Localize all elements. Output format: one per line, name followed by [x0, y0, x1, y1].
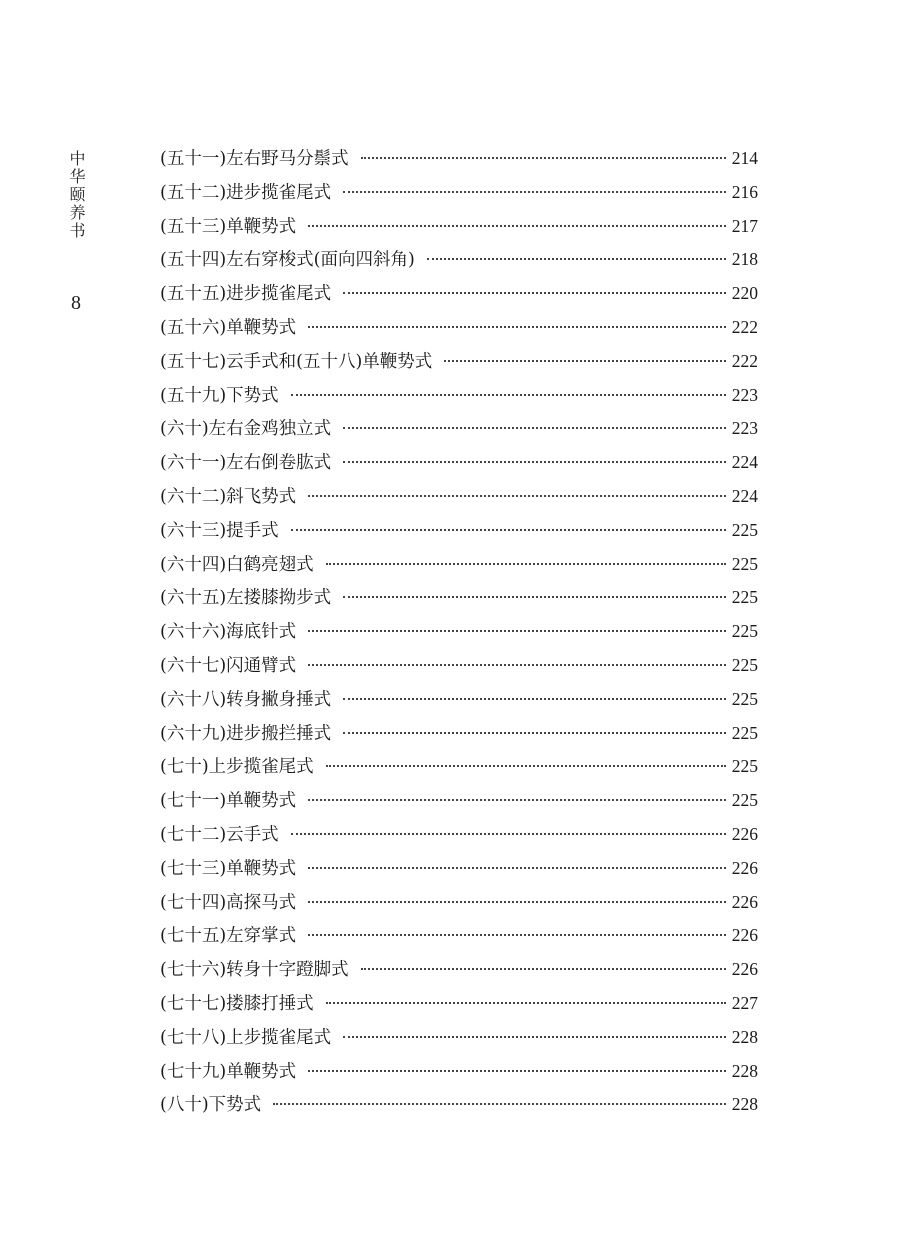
dot-leader: [343, 732, 726, 734]
toc-entry: [160, 717, 758, 751]
toc-entry-page: 227: [731, 992, 758, 1013]
dot-leader: [326, 563, 726, 565]
toc-entry: [160, 1088, 758, 1122]
dot-leader: [343, 461, 726, 463]
toc-entry-page: 225: [731, 688, 758, 709]
toc-entry: [160, 379, 758, 413]
toc-entry: [160, 345, 758, 379]
toc-entry: [160, 243, 758, 277]
page-number: 8: [71, 292, 81, 314]
toc-entry: [160, 615, 758, 649]
toc-entry: [160, 1021, 758, 1055]
toc-entry: [160, 683, 758, 717]
toc-entry-title: (五十四)左右穿梭式(面向四斜角): [160, 250, 415, 271]
dot-leader: [308, 225, 726, 227]
toc-entry-page: 224: [731, 452, 758, 473]
toc-entry-page: 226: [731, 891, 758, 912]
dot-leader: [343, 427, 726, 429]
dot-leader: [326, 1002, 726, 1004]
dot-leader: [308, 934, 726, 936]
toc-entry-page: 228: [731, 1060, 758, 1081]
toc-entry-page: 214: [731, 148, 758, 168]
toc-entry-page: 228: [731, 1094, 758, 1115]
toc-entry-page: 222: [731, 350, 758, 371]
toc-entry-page: 225: [731, 790, 758, 811]
toc-entry: [160, 210, 758, 244]
toc-entry-title: (八十)下势式: [160, 1095, 262, 1116]
toc-entry: [160, 953, 758, 987]
toc-entry: [160, 480, 758, 514]
toc-entry: [160, 987, 758, 1021]
toc-entry-title: (七十)上步揽雀尾式: [160, 757, 314, 778]
toc-entry-page: 225: [731, 587, 758, 608]
toc-entry-title: (六十八)转身撇身捶式: [160, 689, 332, 710]
dot-leader: [343, 698, 726, 700]
toc-entry-title: (七十六)转身十字蹬脚式: [160, 960, 349, 981]
toc-entry-title: (七十八)上步揽雀尾式: [160, 1027, 332, 1048]
toc-entry-page: 225: [731, 519, 758, 540]
toc-entry-page: 226: [731, 925, 758, 946]
toc-entry: [160, 784, 758, 818]
toc-entry-page: 225: [731, 553, 758, 574]
toc-entry: [160, 446, 758, 480]
dot-leader: [343, 191, 726, 193]
toc-entry-title: (五十九)下势式: [160, 385, 279, 406]
toc-entry-page: 226: [731, 823, 758, 844]
toc-entry: [160, 750, 758, 784]
toc-entry: [160, 581, 758, 615]
toc-entry-title: (七十四)高探马式: [160, 892, 297, 913]
toc-entry: [160, 649, 758, 683]
dot-leader: [308, 495, 726, 497]
toc-entry-page: 228: [731, 1026, 758, 1047]
dot-leader: [343, 596, 726, 598]
toc-entry-title: (六十六)海底针式: [160, 622, 297, 643]
dot-leader: [308, 901, 726, 903]
dot-leader: [308, 326, 726, 328]
dot-leader: [308, 630, 726, 632]
dot-leader: [308, 664, 726, 666]
toc-entry-title: (七十二)云手式: [160, 824, 279, 845]
toc-entry-title: (五十一)左右野马分鬃式: [160, 149, 349, 169]
toc-entry-page: 216: [731, 181, 758, 202]
toc-entry: [160, 548, 758, 582]
toc-entry: [160, 919, 758, 953]
toc-entry-title: (六十五)左搂膝拗步式: [160, 588, 332, 609]
toc-entry-title: (七十五)左穿掌式: [160, 926, 297, 947]
toc-entry-page: 225: [731, 722, 758, 743]
toc-entry-page: 224: [731, 485, 758, 506]
dot-leader: [308, 799, 726, 801]
dot-leader: [291, 529, 726, 531]
toc-entry: [160, 514, 758, 548]
toc-entry-page: 223: [731, 384, 758, 405]
dot-leader: [326, 765, 726, 767]
toc-entry-title: (六十九)进步搬拦捶式: [160, 723, 332, 744]
toc-entry: [160, 852, 758, 886]
toc-entry-title: (六十一)左右倒卷肱式: [160, 453, 332, 474]
dot-leader: [343, 1036, 726, 1038]
toc-entry-title: (六十七)闪通臂式: [160, 655, 297, 676]
toc-entry-page: 225: [731, 756, 758, 777]
dot-leader: [427, 258, 726, 260]
toc-entry-title: (五十七)云手式和(五十八)单鞭势式: [160, 351, 433, 372]
toc-entry: [160, 886, 758, 920]
toc-entry-title: (五十六)单鞭势式: [160, 317, 297, 338]
toc-entry-page: 225: [731, 621, 758, 642]
dot-leader: [361, 968, 726, 970]
toc-entry-title: (六十)左右金鸡独立式: [160, 419, 332, 440]
toc-entry-page: 222: [731, 316, 758, 337]
toc-entry: [160, 412, 758, 446]
dot-leader: [273, 1103, 726, 1105]
toc-entry-page: 217: [731, 215, 758, 236]
dot-leader: [291, 394, 726, 396]
toc-entry-title: (五十三)单鞭势式: [160, 216, 297, 237]
toc-entry: [160, 176, 758, 210]
dot-leader: [308, 867, 726, 869]
dot-leader: [343, 292, 726, 294]
dot-leader: [361, 157, 726, 159]
toc-entry-title: (七十七)搂膝打捶式: [160, 993, 314, 1014]
toc-entry: [160, 1055, 758, 1089]
toc-entry-title: (五十五)进步揽雀尾式: [160, 284, 332, 305]
toc-entry-page: 218: [731, 249, 758, 270]
toc-entry-title: (六十三)提手式: [160, 520, 279, 541]
dot-leader: [308, 1070, 726, 1072]
table-of-contents: [160, 142, 758, 1122]
toc-entry: [160, 277, 758, 311]
dot-leader: [291, 833, 726, 835]
toc-entry-page: 226: [731, 857, 758, 878]
running-head: [62, 150, 90, 315]
toc-entry-title: (七十九)单鞭势式: [160, 1061, 297, 1082]
toc-entry: [160, 818, 758, 852]
toc-entry-title: (六十四)白鹤亮翅式: [160, 554, 314, 575]
toc-entry-title: (六十二)斜飞势式: [160, 486, 297, 507]
toc-entry: [160, 142, 758, 176]
series-title: 中华颐养书: [67, 150, 86, 240]
toc-entry-title: (七十三)单鞭势式: [160, 858, 297, 879]
toc-entry-page: 225: [731, 654, 758, 675]
toc-entry-page: 223: [731, 418, 758, 439]
toc-entry: [160, 311, 758, 345]
dot-leader: [444, 360, 725, 362]
toc-entry-page: 220: [731, 283, 758, 304]
toc-entry-title: (五十二)进步揽雀尾式: [160, 182, 332, 203]
toc-entry-page: 226: [731, 959, 758, 980]
toc-entry-title: (七十一)单鞭势式: [160, 791, 297, 812]
